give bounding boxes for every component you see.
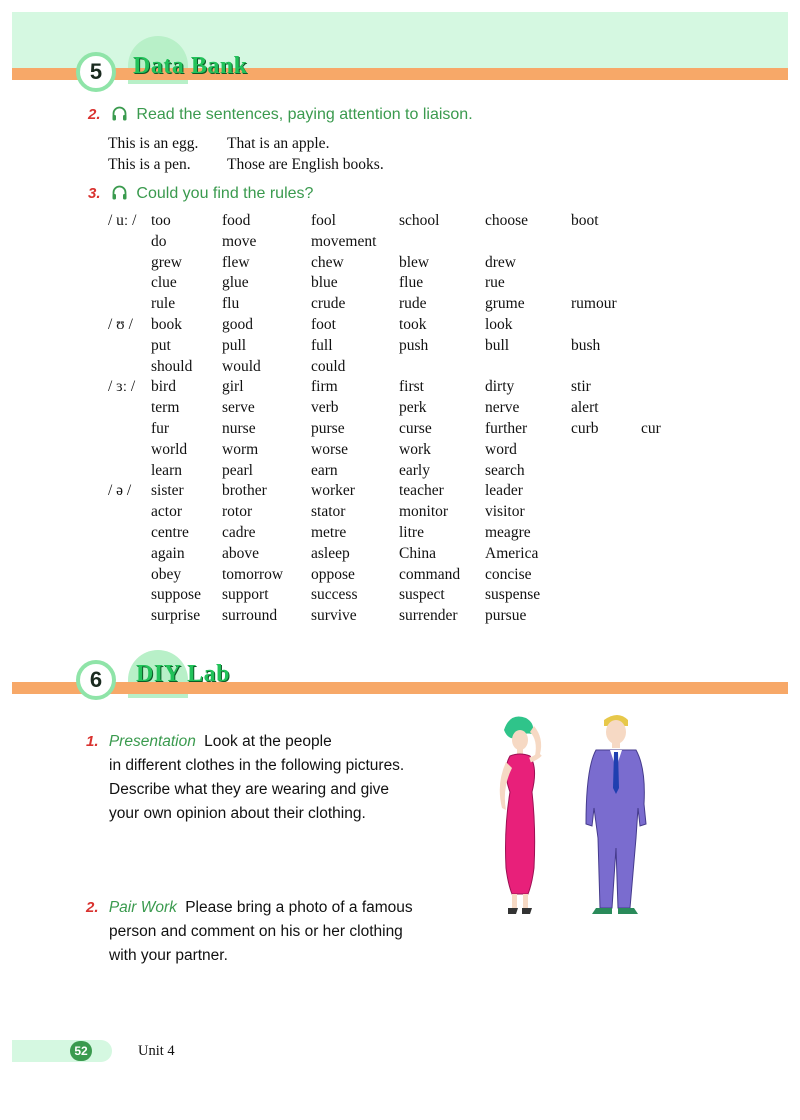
word-cell: sister (151, 482, 184, 500)
word-cell: bird (151, 378, 176, 396)
phonetics-word-table (0, 212, 800, 632)
word-cell: choose (485, 212, 529, 229)
word-cell: survive (311, 607, 357, 625)
question-instruction: Could you find the rules? (136, 185, 314, 202)
word-cell: blew (399, 253, 430, 271)
word-cell: pearl (222, 461, 253, 479)
word-cell: work (399, 440, 431, 458)
word-cell: should (151, 357, 193, 375)
word-cell: clue (151, 274, 177, 292)
task-line: with your partner. (109, 947, 228, 964)
word-cell: worker (311, 482, 355, 500)
word-cell: could (311, 357, 346, 375)
diy-task-1 (86, 730, 466, 826)
word-cell: full (311, 336, 333, 354)
word-cell: command (399, 565, 461, 583)
task-line: Describe what they are wearing and give (109, 781, 390, 798)
word-cell: further (485, 420, 528, 437)
diy-task-2 (86, 896, 466, 968)
unit-label: Unit 4 (138, 1043, 175, 1059)
word-cell: asleep (311, 544, 350, 562)
sentence: This is an egg. (108, 135, 199, 152)
question-instruction: Read the sentences, paying attention to liaison. (136, 106, 473, 123)
word-cell: good (222, 316, 253, 333)
word-cell: stator (311, 503, 346, 521)
woman-in-qipao-figure (500, 717, 541, 915)
word-cell: visitor (485, 503, 525, 521)
question-2 (88, 105, 473, 127)
word-cell: bush (571, 336, 601, 354)
word-cell: cur (641, 420, 661, 437)
word-cell: purse (311, 420, 345, 437)
footer-band (12, 1040, 112, 1062)
task-number: 1. (86, 733, 99, 750)
task-line: Please bring a photo of a famous (185, 899, 413, 916)
people-in-clothes-illustration (480, 708, 670, 923)
word-cell: America (485, 544, 539, 562)
task-line: Look at the people (204, 733, 332, 750)
word-cell: school (399, 212, 440, 229)
word-cell: grume (485, 295, 525, 313)
word-cell: alert (571, 399, 599, 417)
question-3 (88, 184, 313, 206)
word-cell: do (151, 232, 167, 250)
word-cell: curse (399, 420, 432, 437)
sentence-block (108, 135, 458, 179)
man-in-suit-figure (586, 715, 646, 914)
word-cell: nurse (222, 420, 256, 437)
word-cell: support (222, 586, 269, 604)
word-cell: oppose (311, 565, 355, 583)
word-cell: rumour (571, 295, 617, 313)
word-cell: rule (151, 295, 176, 313)
word-cell: flue (399, 274, 424, 292)
word-cell: tomorrow (222, 565, 284, 583)
word-cell: movement (311, 232, 377, 250)
task-label: Pair Work (108, 899, 177, 916)
word-cell: learn (151, 461, 182, 479)
word-cell: litre (399, 524, 424, 541)
word-cell: pull (222, 336, 247, 354)
word-cell: push (399, 336, 429, 354)
word-cell: earn (311, 461, 338, 479)
word-cell: rude (399, 295, 427, 313)
headphones-icon (111, 184, 128, 206)
word-cell: nerve (485, 399, 520, 417)
word-cell: fool (311, 212, 336, 229)
word-cell: suspense (485, 586, 541, 604)
word-cell: curb (571, 420, 599, 437)
word-cell: world (151, 440, 188, 458)
word-cell: success (311, 586, 358, 604)
word-cell: look (485, 316, 513, 333)
word-cell: too (151, 212, 171, 229)
word-cell: metre (311, 524, 347, 541)
section-number: 5 (76, 52, 116, 92)
word-cell: teacher (399, 482, 444, 500)
word-cell: bull (485, 336, 510, 354)
word-cell: cadre (222, 524, 256, 541)
word-cell: chew (311, 253, 344, 271)
page-number: 52 (70, 1041, 92, 1061)
section-title: Data Bank (133, 53, 248, 79)
word-cell: obey (151, 565, 182, 583)
word-cell: took (399, 316, 427, 333)
word-cell: monitor (399, 503, 449, 521)
word-cell: blue (311, 274, 338, 292)
task-number: 2. (86, 899, 99, 916)
word-cell: move (222, 232, 257, 250)
headphones-icon (111, 105, 128, 127)
word-cell: suspect (399, 586, 445, 604)
word-cell: grew (151, 253, 182, 271)
word-cell: would (222, 357, 261, 375)
word-cell: put (151, 336, 171, 354)
word-cell: glue (222, 274, 249, 292)
word-cell: actor (151, 503, 182, 521)
word-cell: fur (151, 420, 170, 437)
word-cell: serve (222, 399, 255, 417)
word-cell: verb (311, 399, 339, 417)
word-cell: suppose (151, 586, 201, 604)
word-cell: foot (311, 316, 336, 333)
section-title: DIY Lab (136, 661, 230, 687)
word-cell: girl (222, 378, 244, 396)
word-cell: China (399, 544, 437, 562)
task-line: person and comment on his or her clothing (109, 923, 403, 940)
section-number: 6 (76, 660, 116, 700)
word-cell: centre (151, 524, 189, 541)
word-cell: early (399, 461, 430, 479)
word-cell: stir (571, 378, 591, 396)
word-cell: drew (485, 253, 516, 271)
word-cell: surround (222, 607, 278, 625)
word-cell: surprise (151, 607, 201, 625)
word-cell: worm (222, 440, 259, 458)
word-cell: crude (311, 295, 346, 313)
task-line: in different clothes in the following pictures. (109, 757, 405, 774)
word-cell: meagre (485, 524, 531, 541)
section-bar (12, 682, 788, 694)
phonetic-symbol: / ɜː / (108, 378, 136, 396)
word-cell: surrender (399, 607, 458, 625)
word-cell: perk (399, 399, 427, 417)
word-cell: flew (222, 253, 250, 271)
word-cell: word (485, 440, 517, 458)
question-number: 3. (88, 185, 101, 202)
word-cell: leader (485, 482, 523, 500)
word-cell: above (222, 544, 260, 562)
sentence: Those are English books. (227, 156, 384, 173)
sentence: That is an apple. (227, 135, 330, 152)
question-number: 2. (88, 106, 101, 123)
word-cell: worse (311, 440, 349, 458)
word-cell: flu (222, 295, 240, 313)
word-cell: dirty (485, 378, 515, 396)
word-cell: concise (485, 565, 532, 583)
word-cell: term (151, 399, 180, 417)
word-cell: rotor (222, 503, 253, 521)
phonetic-symbol: / ʊ / (108, 316, 133, 333)
phonetic-symbol: / uː / (108, 212, 137, 229)
phonetic-symbol: / ə / (108, 482, 132, 500)
word-cell: firm (311, 378, 338, 396)
word-cell: brother (222, 482, 267, 500)
word-cell: boot (571, 212, 599, 229)
word-cell: food (222, 212, 251, 229)
word-cell: pursue (485, 607, 527, 625)
sentence: This is a pen. (108, 156, 191, 173)
section-bar (12, 68, 788, 80)
word-cell: rue (485, 274, 505, 292)
word-cell: book (151, 316, 182, 333)
word-cell: first (399, 378, 424, 396)
word-cell: search (485, 461, 525, 479)
task-label: Presentation (108, 733, 196, 750)
word-cell: again (151, 544, 185, 562)
task-line: your own opinion about their clothing. (109, 805, 366, 822)
